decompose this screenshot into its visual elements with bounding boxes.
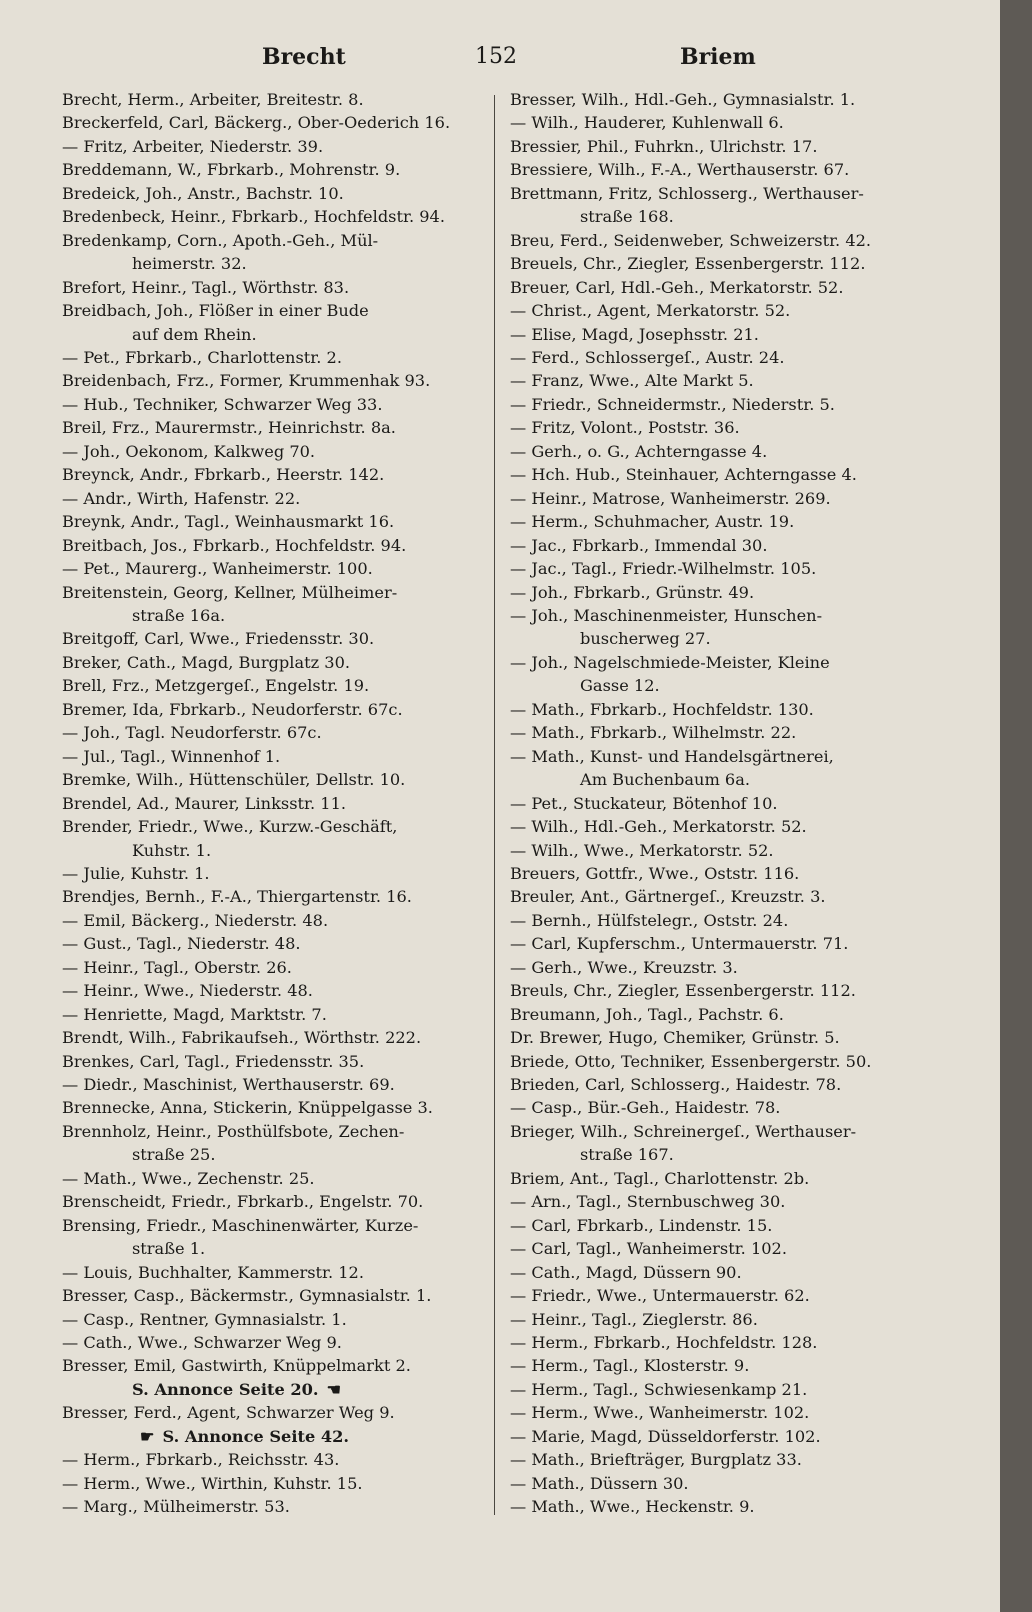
entry-text: Bressier, Phil., Fuhrkn., Ulrichstr. 17. <box>510 136 818 156</box>
directory-entry <box>62 1167 492 1190</box>
entry-text: — Math., Wwe., Heckenstr. 9. <box>510 1497 755 1517</box>
entry-text: — Henriette, Magd, Marktstr. 7. <box>62 1004 327 1024</box>
directory-entry <box>62 932 492 955</box>
entry-text: Brendt, Wilh., Fabrikaufseh., Wörthstr. 222. <box>62 1028 422 1048</box>
entry-text: straße 168. <box>580 207 674 227</box>
directory-entry <box>510 1284 940 1307</box>
directory-entry <box>510 674 940 697</box>
entry-text: Am Buchenbaum 6a. <box>580 770 751 790</box>
directory-entry <box>62 909 492 932</box>
entry-text: S. Annonce Seite 42. <box>162 1426 350 1446</box>
entry-text: Breidbach, Joh., Flößer in einer Bude <box>62 301 369 321</box>
entry-text: — Bernh., Hülfstelegr., Oststr. 24. <box>510 910 789 930</box>
entry-text: — Herm., Schuhmacher, Austr. 19. <box>510 512 795 532</box>
directory-entry <box>62 276 492 299</box>
entry-text: — Joh., Nagelschmiede-Meister, Kleine <box>510 652 830 672</box>
directory-entry <box>510 346 940 369</box>
entry-text: Bredenkamp, Corn., Apoth.-Geh., Mül- <box>62 230 379 250</box>
entry-text: — Casp., Rentner, Gymnasialstr. 1. <box>62 1309 347 1329</box>
directory-entry <box>62 369 492 392</box>
entry-text: heimerstr. 32. <box>132 254 247 274</box>
directory-entry <box>62 698 492 721</box>
directory-entry <box>510 839 940 862</box>
directory-entry <box>510 1120 940 1143</box>
directory-entry <box>510 1073 940 1096</box>
directory-entry <box>510 534 940 557</box>
directory-entry <box>62 1026 492 1049</box>
directory-entry <box>62 768 492 791</box>
directory-entry <box>510 862 940 885</box>
directory-entry <box>510 1237 940 1260</box>
directory-entry <box>510 1378 940 1401</box>
directory-entry <box>62 1237 492 1260</box>
directory-entry <box>510 698 940 721</box>
entry-text: Brenscheidt, Friedr., Fbrkarb., Engelstr. 70. <box>62 1192 424 1212</box>
directory-entry <box>62 1214 492 1237</box>
entry-text: — Christ., Agent, Merkatorstr. 52. <box>510 301 791 321</box>
entry-text: — Heinr., Tagl., Oberstr. 26. <box>62 957 292 977</box>
entry-text: — Fritz, Volont., Poststr. 36. <box>510 418 740 438</box>
directory-entry <box>510 229 940 252</box>
entry-text: — Gerh., Wwe., Kreuzstr. 3. <box>510 957 738 977</box>
directory-entry <box>510 604 940 627</box>
directory-entry <box>510 1003 940 1026</box>
entry-text: Brieger, Wilh., Schreinergeſ., Werthauser- <box>510 1121 857 1141</box>
entry-text: — Emil, Bäckerg., Niederstr. 48. <box>62 910 329 930</box>
directory-entry <box>62 1096 492 1119</box>
directory-entry <box>510 627 940 650</box>
entry-text: Bredeick, Joh., Anstr., Bachstr. 10. <box>62 183 344 203</box>
directory-entry <box>510 299 940 322</box>
entry-text: Gasse 12. <box>580 676 660 696</box>
entry-text: — Herm., Fbrkarb., Reichsstr. 43. <box>62 1450 340 1470</box>
entry-text: Breynk, Andr., Tagl., Weinhausmarkt 16. <box>62 512 395 532</box>
directory-entry <box>510 885 940 908</box>
directory-entry <box>62 416 492 439</box>
directory-entry <box>62 792 492 815</box>
entry-text: — Joh., Fbrkarb., Grünstr. 49. <box>510 582 755 602</box>
entry-text: — Pet., Fbrkarb., Charlottenstr. 2. <box>62 347 342 367</box>
directory-entry <box>510 651 940 674</box>
pointing-hand-icon: ☛ <box>140 1426 155 1446</box>
directory-entry <box>510 111 940 134</box>
entry-text: Briem, Ant., Tagl., Charlottenstr. 2b. <box>510 1168 810 1188</box>
entry-text: — Marg., Mülheimerstr. 53. <box>62 1497 290 1517</box>
entry-text: — Wilh., Hauderer, Kuhlenwall 6. <box>510 113 784 133</box>
directory-entry <box>62 1401 492 1424</box>
entry-text: — Joh., Maschinenmeister, Hunschen- <box>510 605 823 625</box>
entry-text: — Hub., Techniker, Schwarzer Weg 33. <box>62 394 383 414</box>
entry-text: Breu, Ferd., Seidenweber, Schweizerstr. 42. <box>510 230 872 250</box>
directory-entry <box>62 1190 492 1213</box>
directory-entry <box>510 721 940 744</box>
directory-entry <box>510 369 940 392</box>
entry-text: Breuels, Chr., Ziegler, Essenbergerstr. 112. <box>510 254 866 274</box>
entry-text: Brecht, Herm., Arbeiter, Breitestr. 8. <box>62 90 364 109</box>
entry-text: Briede, Otto, Techniker, Essenbergerstr. 50. <box>510 1051 872 1071</box>
directory-entry <box>510 487 940 510</box>
entry-text: Bresser, Wilh., Hdl.-Geh., Gymnasialstr. 1. <box>510 90 856 109</box>
directory-entry <box>62 1354 492 1377</box>
directory-entry <box>510 1190 940 1213</box>
directory-entry <box>62 1448 492 1471</box>
directory-entry <box>62 1495 492 1518</box>
entry-text: — Heinr., Matrose, Wanheimerstr. 269. <box>510 488 831 508</box>
directory-entry <box>62 651 492 674</box>
directory-entry <box>510 1472 940 1495</box>
entry-text: Brendel, Ad., Maurer, Linksstr. 11. <box>62 793 347 813</box>
entry-text: — Wilh., Wwe., Merkatorstr. 52. <box>510 840 774 860</box>
directory-entry <box>62 1261 492 1284</box>
entry-text: Breuer, Carl, Hdl.-Geh., Merkatorstr. 52. <box>510 277 844 297</box>
entry-text: Breumann, Joh., Tagl., Pachstr. 6. <box>510 1004 784 1024</box>
entry-text: — Casp., Bür.-Geh., Haidestr. 78. <box>510 1098 781 1118</box>
entry-text: Breker, Cath., Magd, Burgplatz 30. <box>62 652 351 672</box>
directory-entry <box>62 862 492 885</box>
entry-text: auf dem Rhein. <box>132 324 257 344</box>
entry-text: — Herm., Tagl., Klosterstr. 9. <box>510 1356 750 1376</box>
directory-entry <box>62 487 492 510</box>
entry-text: Breitgoff, Carl, Wwe., Friedensstr. 30. <box>62 629 375 649</box>
entry-text: — Carl, Tagl., Wanheimerstr. 102. <box>510 1239 788 1259</box>
directory-entry <box>62 158 492 181</box>
entry-text: — Hch. Hub., Steinhauer, Achterngasse 4. <box>510 465 857 485</box>
directory-entry <box>62 1472 492 1495</box>
entry-text: — Math., Kunst- und Handelsgärtnerei, <box>510 746 834 766</box>
entry-text: Brenkes, Carl, Tagl., Friedensstr. 35. <box>62 1051 365 1071</box>
entry-text: — Jac., Fbrkarb., Immendal 30. <box>510 535 768 555</box>
entry-text: Brefort, Heinr., Tagl., Wörthstr. 83. <box>62 277 350 297</box>
directory-entry <box>62 1331 492 1354</box>
directory-entry <box>62 346 492 369</box>
page-number: 152 <box>475 44 517 69</box>
entry-text: — Wilh., Hdl.-Geh., Merkatorstr. 52. <box>510 817 807 837</box>
directory-entry <box>62 1284 492 1307</box>
directory-entry <box>510 1331 940 1354</box>
directory-entry <box>510 581 940 604</box>
directory-entry <box>62 135 492 158</box>
directory-entry <box>62 1120 492 1143</box>
entry-text: — Diedr., Maschinist, Werthauserstr. 69. <box>62 1075 395 1095</box>
directory-entry <box>510 323 940 346</box>
directory-entry <box>510 1026 940 1049</box>
directory-entry <box>62 885 492 908</box>
directory-entry <box>510 135 940 158</box>
entry-text: Brieden, Carl, Schlosserg., Haidestr. 78. <box>510 1075 842 1095</box>
directory-entry <box>510 205 940 228</box>
directory-entry <box>510 510 940 533</box>
entry-text: Breidenbach, Frz., Former, Krummenhak 93. <box>62 371 431 391</box>
entry-text: — Cath., Wwe., Schwarzer Weg 9. <box>62 1333 342 1353</box>
directory-entry <box>62 1308 492 1331</box>
entry-text: — Herm., Wwe., Wirthin, Kuhstr. 15. <box>62 1473 363 1493</box>
entry-text: — Fritz, Arbeiter, Niederstr. 39. <box>62 136 324 156</box>
directory-entry <box>510 463 940 486</box>
directory-entry <box>510 1143 940 1166</box>
entry-text: Brennholz, Heinr., Posthülfsbote, Zechen- <box>62 1121 405 1141</box>
directory-entry <box>62 956 492 979</box>
directory-entry <box>62 745 492 768</box>
directory-entry <box>62 205 492 228</box>
directory-entry <box>62 1143 492 1166</box>
annonce-reference <box>62 1378 492 1401</box>
directory-entry <box>510 252 940 275</box>
entry-text: straße 167. <box>580 1145 674 1165</box>
entry-text: Breuers, Gottfr., Wwe., Oststr. 116. <box>510 863 800 883</box>
directory-entry <box>510 792 940 815</box>
entry-text: — Herm., Fbrkarb., Hochfeldstr. 128. <box>510 1333 818 1353</box>
entry-text: — Andr., Wirth, Hafenstr. 22. <box>62 488 301 508</box>
directory-entry <box>510 956 940 979</box>
entry-text: — Heinr., Wwe., Niederstr. 48. <box>62 981 313 1001</box>
directory-entry <box>62 252 492 275</box>
entry-text: Breitbach, Jos., Fbrkarb., Hochfeldstr. 94. <box>62 535 407 555</box>
entry-text: — Jac., Tagl., Friedr.-Wilhelmstr. 105. <box>510 559 817 579</box>
entry-text: — Herm., Wwe., Wanheimerstr. 102. <box>510 1403 810 1423</box>
directory-entry <box>510 182 940 205</box>
entry-text: — Math., Wwe., Zechenstr. 25. <box>62 1168 315 1188</box>
entry-text: — Friedr., Schneidermstr., Niederstr. 5. <box>510 394 835 414</box>
directory-entry <box>510 1050 940 1073</box>
entry-text: — Cath., Magd, Düssern 90. <box>510 1262 742 1282</box>
directory-entry <box>510 1167 940 1190</box>
directory-entry <box>62 393 492 416</box>
directory-entry <box>510 276 940 299</box>
entry-text: Breuls, Chr., Ziegler, Essenbergerstr. 112. <box>510 981 856 1001</box>
entry-text: straße 16a. <box>132 605 226 625</box>
entry-text: — Franz, Wwe., Alte Markt 5. <box>510 371 754 391</box>
directory-entry <box>62 510 492 533</box>
entry-text: Brell, Frz., Metzgergeſ., Engelstr. 19. <box>62 676 370 696</box>
directory-entry <box>62 323 492 346</box>
entry-text: Bresser, Emil, Gastwirth, Knüppelmarkt 2. <box>62 1356 411 1376</box>
directory-entry <box>510 768 940 791</box>
entry-text: — Carl, Kupferschm., Untermauerstr. 71. <box>510 934 849 954</box>
directory-entry <box>510 1448 940 1471</box>
directory-entry <box>62 839 492 862</box>
entry-text: — Math., Düssern 30. <box>510 1473 689 1493</box>
entry-text: — Marie, Magd, Düsseldorferstr. 102. <box>510 1426 821 1446</box>
entry-text: Dr. Brewer, Hugo, Chemiker, Grünstr. 5. <box>510 1028 840 1048</box>
entry-text: Kuhstr. 1. <box>132 840 212 860</box>
entry-text: Breynck, Andr., Fbrkarb., Heerstr. 142. <box>62 465 385 485</box>
entry-text: Breddemann, W., Fbrkarb., Mohrenstr. 9. <box>62 160 401 180</box>
header-right-keyword: Briem <box>680 44 756 70</box>
directory-entry <box>62 1050 492 1073</box>
entry-text: straße 25. <box>132 1145 216 1165</box>
entry-text: — Arn., Tagl., Sternbuschweg 30. <box>510 1192 786 1212</box>
entry-text: Brettmann, Fritz, Schlosserg., Werthauser- <box>510 183 864 203</box>
directory-entry <box>62 182 492 205</box>
directory-entry <box>62 604 492 627</box>
directory-entry <box>62 299 492 322</box>
directory-entry <box>510 979 940 1002</box>
directory-entry <box>510 88 940 111</box>
left-column <box>62 88 492 1519</box>
directory-entry <box>62 1003 492 1026</box>
entry-text: — Joh., Tagl. Neudorferstr. 67c. <box>62 723 322 743</box>
directory-entry <box>510 1096 940 1119</box>
entry-text: Brensing, Friedr., Maschinenwärter, Kurze- <box>62 1215 419 1235</box>
header-left-keyword: Brecht <box>262 44 346 70</box>
entry-text: — Carl, Fbrkarb., Lindenstr. 15. <box>510 1215 773 1235</box>
entry-text: — Math., Fbrkarb., Wilhelmstr. 22. <box>510 723 797 743</box>
directory-entry <box>510 557 940 580</box>
entry-text: — Julie, Kuhstr. 1. <box>62 863 210 883</box>
directory-entry <box>62 1073 492 1096</box>
entry-text: — Jul., Tagl., Winnenhof 1. <box>62 746 281 766</box>
entry-text: — Elise, Magd, Josephsstr. 21. <box>510 324 759 344</box>
directory-entry <box>510 1495 940 1518</box>
entry-text: Bresser, Casp., Bäckermstr., Gymnasialstr. 1. <box>62 1286 432 1306</box>
entry-text: — Louis, Buchhalter, Kammerstr. 12. <box>62 1262 364 1282</box>
right-column <box>510 88 940 1519</box>
directory-entry <box>510 158 940 181</box>
page-header <box>0 40 1000 80</box>
entry-text: — Joh., Oekonom, Kalkweg 70. <box>62 441 316 461</box>
entry-text: Bremer, Ida, Fbrkarb., Neudorferstr. 67c. <box>62 699 403 719</box>
entry-text: — Pet., Stuckateur, Bötenhof 10. <box>510 793 778 813</box>
directory-entry <box>62 674 492 697</box>
column-divider <box>494 95 495 1515</box>
directory-entry <box>510 440 940 463</box>
directory-entry <box>510 745 940 768</box>
entry-text: — Math., Fbrkarb., Hochfeldstr. 130. <box>510 699 814 719</box>
directory-entry <box>510 1425 940 1448</box>
directory-entry <box>62 581 492 604</box>
entry-text: — Gust., Tagl., Niederstr. 48. <box>62 934 301 954</box>
directory-entry <box>510 416 940 439</box>
entry-text: Brennecke, Anna, Stickerin, Knüppelgasse 3. <box>62 1098 433 1118</box>
entry-text: — Gerh., o. G., Achterngasse 4. <box>510 441 768 461</box>
entry-text: Bremke, Wilh., Hüttenschüler, Dellstr. 10. <box>62 770 406 790</box>
pointing-hand-icon: ☚ <box>326 1379 342 1399</box>
entry-text: Bredenbeck, Heinr., Fbrkarb., Hochfeldstr. 94. <box>62 207 445 227</box>
directory-entry <box>510 1354 940 1377</box>
directory-entry <box>510 1308 940 1331</box>
directory-entry <box>62 815 492 838</box>
annonce-reference <box>62 1425 492 1448</box>
entry-text: Breil, Frz., Maurermstr., Heinrichstr. 8a. <box>62 418 396 438</box>
entry-text: — Pet., Maurerg., Wanheimerstr. 100. <box>62 559 373 579</box>
page-edge <box>1000 0 1032 1612</box>
directory-entry <box>510 909 940 932</box>
entry-text: — Heinr., Tagl., Zieglerstr. 86. <box>510 1309 758 1329</box>
entry-text: Breitenstein, Georg, Kellner, Mülheimer- <box>62 582 398 602</box>
entry-text: — Math., Briefträger, Burgplatz 33. <box>510 1450 802 1470</box>
entry-text: Breckerfeld, Carl, Bäckerg., Ober-Oederich 16. <box>62 113 451 133</box>
directory-entry <box>510 1261 940 1284</box>
entry-text: Brender, Friedr., Wwe., Kurzw.-Geschäft, <box>62 817 398 837</box>
entry-text: Breuler, Ant., Gärtnergeſ., Kreuzstr. 3. <box>510 887 826 907</box>
entry-text: — Friedr., Wwe., Untermauerstr. 62. <box>510 1286 810 1306</box>
directory-entry <box>510 393 940 416</box>
entry-text: straße 1. <box>132 1239 206 1259</box>
directory-entry <box>510 1401 940 1424</box>
entry-text: S. Annonce Seite 20. <box>132 1379 319 1399</box>
directory-entry <box>62 721 492 744</box>
directory-entry <box>62 557 492 580</box>
directory-entry <box>62 111 492 134</box>
directory-entry <box>510 932 940 955</box>
directory-entry <box>62 463 492 486</box>
directory-entry <box>62 627 492 650</box>
entry-text: Bressiere, Wilh., F.-A., Werthauserstr. 67. <box>510 160 850 180</box>
directory-entry <box>62 979 492 1002</box>
entry-text: — Ferd., Schlossergeſ., Austr. 24. <box>510 347 785 367</box>
directory-entry <box>62 534 492 557</box>
entry-text: — Herm., Tagl., Schwiesenkamp 21. <box>510 1379 808 1399</box>
directory-entry <box>62 440 492 463</box>
directory-entry <box>62 88 492 111</box>
directory-entry <box>62 229 492 252</box>
entry-text: buscherweg 27. <box>580 629 711 649</box>
entry-text: Bresser, Ferd., Agent, Schwarzer Weg 9. <box>62 1403 395 1423</box>
directory-entry <box>510 815 940 838</box>
entry-text: Brendjes, Bernh., F.-A., Thiergartenstr. 16. <box>62 887 412 907</box>
directory-entry <box>510 1214 940 1237</box>
